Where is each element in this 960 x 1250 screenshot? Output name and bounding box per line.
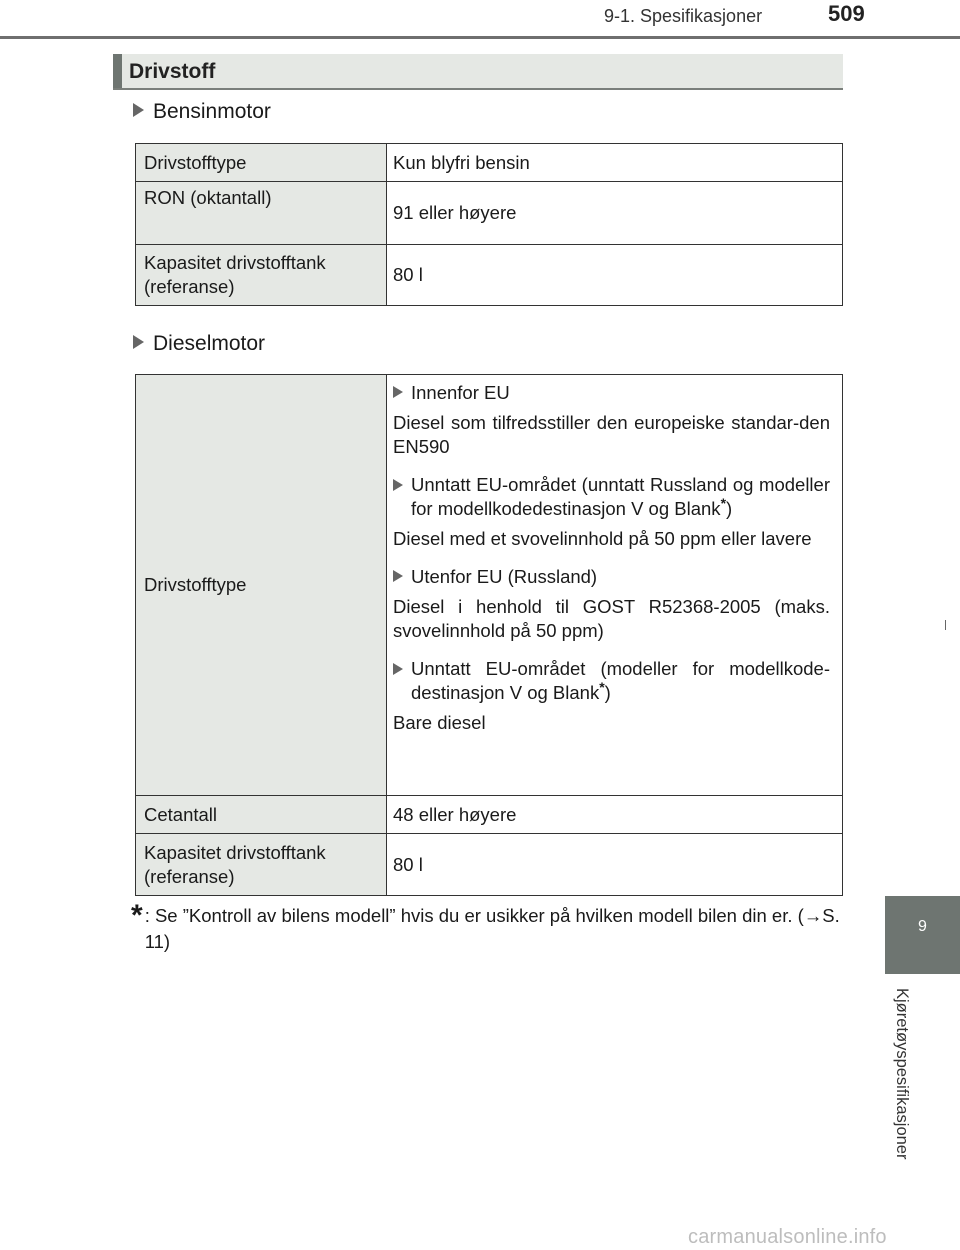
region-heading — [393, 565, 830, 589]
petrol-fuel-type-value: Kun blyfri bensin — [387, 144, 843, 182]
region-heading — [393, 657, 830, 705]
footnote-star: * — [599, 678, 605, 695]
region-text: Diesel i henhold til GOST R52368-2005 (maks. svovelinnhold på 50 ppm) — [393, 596, 830, 641]
region-text: Bare diesel — [393, 712, 486, 733]
table-row — [136, 834, 843, 896]
region-heading-text: Innenfor EU — [411, 382, 510, 403]
table-row — [136, 245, 843, 306]
crop-mark — [945, 620, 946, 630]
table-row — [136, 144, 843, 182]
region-text: Diesel som tilfredsstiller den europeiske standar-den EN590 — [393, 412, 830, 457]
section-heading-accent — [113, 54, 122, 88]
petrol-heading-text: Bensinmotor — [153, 100, 271, 123]
chapter-label-text: Kjøretøyspesifikasjoner — [893, 988, 911, 1160]
footnote-marker: * — [131, 899, 143, 932]
petrol-ron-label: RON (oktantall) — [136, 182, 387, 245]
region-heading — [393, 381, 830, 405]
region-heading-text: Unntatt EU-området (unntatt Russland og modeller for modellkodedestinasjon V og Blank — [411, 474, 830, 519]
footnote-star: * — [720, 494, 727, 511]
petrol-tank-label: Kapasitet drivstofftank (referanse) — [136, 245, 387, 306]
petrol-heading — [133, 100, 271, 124]
footnote — [131, 899, 841, 955]
table-row — [136, 796, 843, 834]
section-title: Drivstoff — [129, 60, 216, 83]
petrol-ron-value: 91 eller høyere — [387, 182, 843, 245]
region-text: Diesel med et svovelinnhold på 50 ppm eller lavere — [393, 528, 812, 549]
petrol-fuel-type-label: Drivstofftype — [136, 144, 387, 182]
triangle-bullet-icon — [133, 335, 144, 349]
cetane-value: 48 eller høyere — [387, 796, 843, 834]
watermark: carmanualsonline.info — [688, 1226, 887, 1248]
triangle-bullet-icon — [393, 570, 403, 582]
diesel-tank-label: Kapasitet drivstofftank (referanse) — [136, 834, 387, 896]
triangle-bullet-icon — [393, 386, 403, 398]
petrol-spec-table — [135, 143, 843, 306]
diesel-heading-text: Dieselmotor — [153, 332, 266, 355]
section-heading-bar — [113, 54, 843, 90]
table-row — [136, 375, 843, 796]
region-heading — [393, 473, 830, 521]
page-number: 509 — [828, 1, 865, 26]
triangle-bullet-icon — [393, 663, 403, 675]
footnote-text: : Se ”Kontroll av bilens modell” hvis du er usikker på hvilken modell bilen din er. (→S. 11) — [144, 905, 840, 952]
region-heading-text: Utenfor EU (Russland) — [411, 566, 598, 587]
diesel-heading — [133, 332, 265, 356]
cetane-label: Cetantall — [136, 796, 387, 834]
running-header-section: 9-1. Spesifikasjoner — [604, 6, 763, 26]
triangle-bullet-icon — [393, 479, 403, 491]
petrol-tank-value: 80 l — [387, 245, 843, 306]
diesel-fuel-type-label: Drivstofftype — [136, 375, 387, 796]
header-rule — [0, 36, 960, 39]
region-heading-close: ) — [604, 682, 611, 703]
region-heading-text: Unntatt EU-området (modeller for modellkode-destinasjon V og Blank — [411, 658, 830, 703]
chapter-number: 9 — [918, 918, 927, 935]
triangle-bullet-icon — [133, 103, 144, 117]
region-heading-close: ) — [726, 498, 733, 519]
diesel-tank-value: 80 l — [387, 834, 843, 896]
table-row — [136, 182, 843, 245]
diesel-spec-table — [135, 374, 843, 896]
chapter-label — [880, 988, 928, 1188]
diesel-fuel-type-value — [387, 375, 843, 796]
